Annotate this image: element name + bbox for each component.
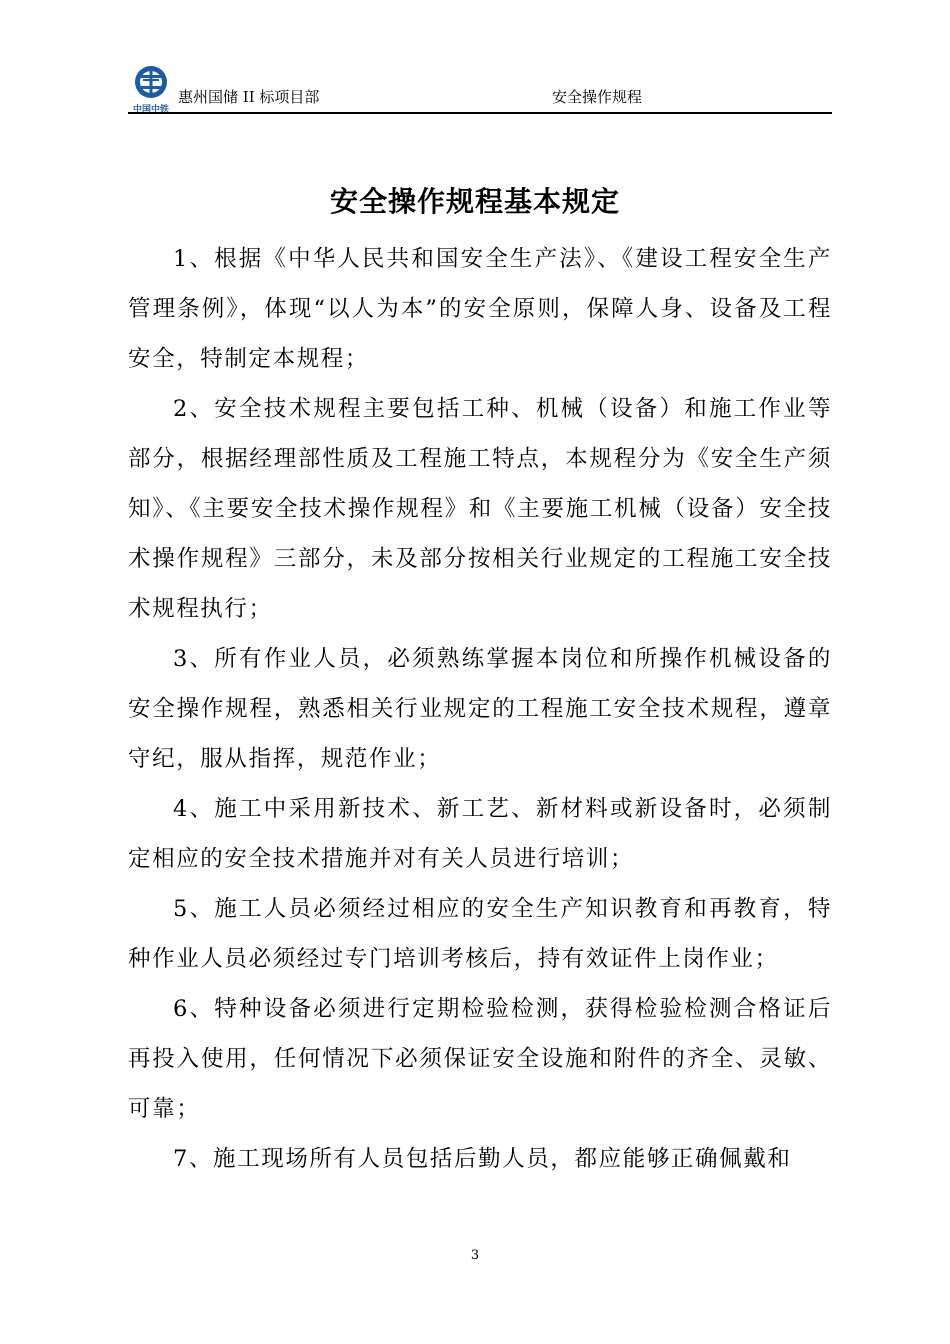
logo-text: 中国中铁 <box>132 105 169 115</box>
paragraph-5: 5、施工人员必须经过相应的安全生产知识教育和再教育，特种作业人员必须经过专门培训考核后，持有效证件上岗作业； <box>128 896 832 972</box>
paragraph-1: 1、根据《中华人民共和国安全生产法》、《建设工程安全生产管理条例》，体现“以人为本”的安全原则，保障人身、设备及工程安全，特制定本规程； <box>128 246 832 372</box>
paragraph-3: 3、所有作业人员，必须熟练掌握本岗位和所操作机械设备的安全操作规程，熟悉相关行业规定的工程施工安全技术规程，遵章守纪，服从指挥，规范作业； <box>128 646 832 772</box>
document-body <box>128 234 832 1184</box>
page-number: 3 <box>470 1248 480 1263</box>
header-document-title: 安全操作规程 <box>552 88 643 106</box>
header-project-name: 惠州国储 II 标项目部 <box>178 88 320 106</box>
paragraph-7: 7、施工现场所有人员包括后勤人员，都应能够正确佩戴和 <box>173 1146 792 1172</box>
logo-emblem-icon <box>128 64 174 104</box>
paragraph-2: 2、安全技术规程主要包括工种、机械（设备）和施工作业等部分，根据经理部性质及工程施工特点，本规程分为《安全生产须知》、《主要安全技术操作规程》和《主要施工机械（设备）安全技术操作规程》三部分，未及部分按相关行业规定的工程施工安全技术规程执行； <box>128 396 832 622</box>
company-logo <box>128 64 174 115</box>
page-title: 安全操作规程基本规定 <box>329 185 620 218</box>
page-header <box>128 60 832 114</box>
paragraph-4: 4、施工中采用新技术、新工艺、新材料或新设备时，必须制定相应的安全技术措施并对有关人员进行培训； <box>128 796 832 872</box>
header-divider <box>128 112 832 114</box>
paragraph-6: 6、特种设备必须进行定期检验检测，获得检验检测合格证后再投入使用，任何情况下必须保证安全设施和附件的齐全、灵敏、可靠； <box>128 996 832 1122</box>
